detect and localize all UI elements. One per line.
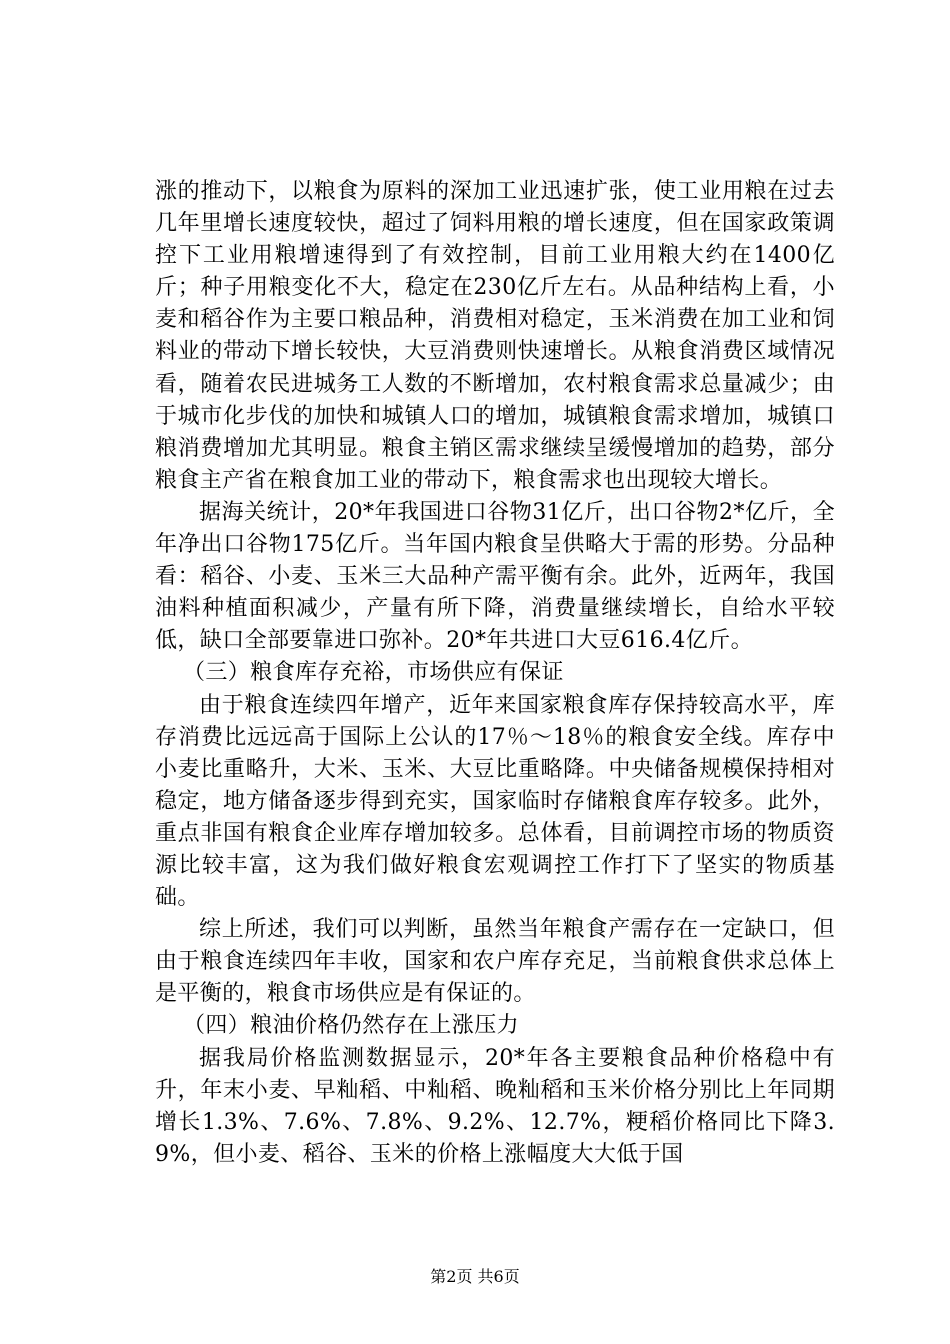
paragraph-grain-stock: 由于粮食连续四年增产，近年来国家粮食库存保持较高水平，库存消费比远远高于国际上公认的17％～18％的粮食安全线。库存中小麦比重略升，大米、玉米、大豆比重略降。中央储备规模保持相对稳定，地方储备逐步得到充实，国家临时存储粮食库存较多。此外，重点非国有粮食企业库存增加较多。总体看，目前调控市场的物质资源比较丰富，这为我们做好粮食宏观调控工作打下了坚实的物质基础。 — [155, 692, 835, 911]
page-number-footer: 第2页 共6页 — [430, 1267, 520, 1286]
document-body — [155, 176, 835, 1171]
paragraph-consumption-structure: 涨的推动下，以粮食为原料的深加工业迅速扩张，使工业用粮在过去几年里增长速度较快，超过了饲料用粮的增长速度，但在国家政策调控下工业用粮增速得到了有效控制，目前工业用粮大约在1400亿斤；种子用粮变化不大，稳定在230亿斤左右。从品种结构上看，小麦和稻谷作为主要口粮品种，消费相对稳定，玉米消费在加工业和饲料业的带动下增长较快，大豆消费则快速增长。从粮食消费区域情况看，随着农民进城务工人数的不断增加，农村粮食需求总量减少；由于城市化步伐的加快和城镇人口的增加，城镇粮食需求增加，城镇口粮消费增加尤其明显。粮食主销区需求继续呈缓慢增加的趋势，部分粮食主产省在粮食加工业的带动下，粮食需求也出现较大增长。 — [155, 179, 835, 493]
section-heading-grain-stock: （三）粮食库存充裕，市场供应有保证 — [183, 660, 564, 686]
paragraph-summary: 综上所述，我们可以判断，虽然当年粮食产需存在一定缺口，但由于粮食连续四年丰收，国家和农户库存充足，当前粮食供求总体上是平衡的，粮食市场供应是有保证的。 — [155, 917, 835, 1007]
section-heading-price-pressure: （四）粮油价格仍然存在上涨压力 — [183, 1013, 520, 1039]
paragraph-customs-statistics: 据海关统计，20*年我国进口谷物31亿斤，出口谷物2*亿斤，全年净出口谷物175亿斤。当年国内粮食呈供略大于需的形势。分品种看：稻谷、小麦、玉米三大品种产需平衡有余。此外，近两年，我国油料种植面积减少，产量有所下降，消费量继续增长，自给水平较低，缺口全部要靠进口弥补。20*年共进口大豆616.4亿斤。 — [155, 499, 835, 654]
paragraph-price-monitoring: 据我局价格监测数据显示，20*年各主要粮食品种价格稳中有升，年末小麦、早籼稻、中籼稻、晚籼稻和玉米价格分别比上年同期增长1.3%、7.6%、7.8%、9.2%、12.7%，粳稻价格同比下降3.9%，但小麦、稻谷、玉米的价格上涨幅度大大低于国 — [155, 1045, 835, 1167]
